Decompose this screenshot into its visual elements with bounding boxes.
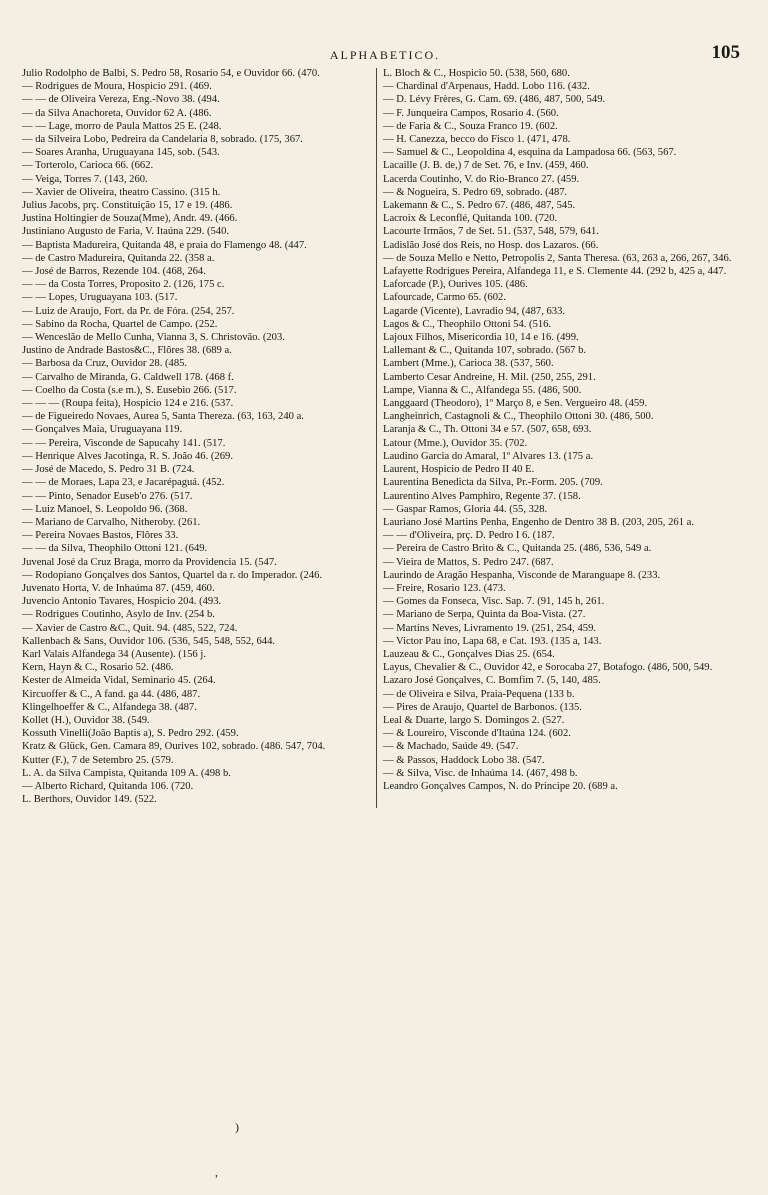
directory-entry: L. Berthors, Ouvidor 149. (522.	[22, 794, 157, 806]
directory-entry: — Rodrigues de Moura, Hospicio 291. (469.	[22, 81, 212, 93]
page-number: 105	[711, 42, 740, 63]
directory-entry: — de Oliveira e Silva, Praia-Pequena (133 b.	[383, 688, 575, 700]
directory-entry: Laranja & C., Th. Ottoni 34 e 57. (507, 658, 693.	[383, 424, 592, 436]
directory-entry: Lafayette Rodrigues Pereira, Alfandega 11, e S. Clemente 44. (292 b, 425 a, 447.	[383, 266, 727, 278]
directory-entry: — Pereira de Castro Brito & C., Quitanda 25. (486, 536, 549 a.	[383, 543, 652, 555]
directory-entry: Kossuth Vinelli(João Baptis a), S. Pedro 292. (459.	[22, 728, 239, 740]
directory-entry: — Carvalho de Miranda, G. Caldwell 178. (468 f.	[22, 371, 234, 383]
directory-entry: Lagarde (Vicente), Lavradio 94, (487, 633.	[383, 305, 566, 317]
directory-entry: — D. Lévy Frères, G. Cam. 69. (486, 487, 500, 549.	[383, 94, 606, 106]
directory-entry: — Luiz de Araujo, Fort. da Pr. de Fóra. (254, 257.	[22, 305, 235, 317]
directory-entry: — — — (Roupa feita), Hospicio 124 e 216. (537.	[22, 398, 234, 410]
directory-entry: — H. Canezza, becco do Fisco 1. (471, 478.	[383, 134, 571, 146]
directory-entry: — Victor Pau ino, Lapa 68, e Cat. 193. (135 a, 143.	[383, 635, 602, 647]
directory-entry: Lambert (Mme.), Carioca 38. (537, 560.	[383, 358, 554, 370]
column-divider	[376, 68, 377, 808]
directory-entry: — José de Barros, Rezende 104. (468, 264.	[22, 266, 206, 278]
page-mark: )	[235, 1120, 239, 1134]
directory-entry: Lagos & C., Theophilo Ottoni 54. (516.	[383, 318, 552, 330]
directory-entry: Juvencio Antonio Tavares, Hospicio 204. (493.	[22, 596, 222, 608]
directory-entry: — — d'Oliveira, prç. D. Pedro I 6. (187.	[383, 530, 555, 542]
directory-entry: Julio Rodolpho de Balbi, S. Pedro 58, Rosario 54, e Ouvidor 66. (470.	[22, 68, 320, 79]
directory-entry: — de Souza Mello e Netto, Petropolis 2, Santa Theresa. (63, 263 a, 266, 267, 346.	[383, 252, 732, 264]
directory-entry: — Mariano de Carvalho, Nitheroby. (261.	[22, 516, 201, 528]
directory-entry: — & Loureiro, Visconde d'Itaúna 124. (602.	[383, 728, 571, 740]
directory-entry: Justino de Andrade Bastos&C., Flôres 38. (689 a.	[22, 345, 232, 357]
directory-entry: — — Pinto, Senador Euseb'o 276. (517.	[22, 490, 193, 502]
directory-entry: — Chardinal d'Arpenaus, Hadd. Lobo 116. (432.	[383, 81, 590, 93]
directory-entry: — Coelho da Costa (s.e m.), S. Eusebio 266. (517.	[22, 384, 237, 396]
directory-entry: — da Silva Anachoreta, Ouvidor 62 A. (486.	[22, 107, 212, 119]
directory-entry: — & Machado, Saúde 49. (547.	[383, 741, 519, 753]
directory-entry: — de Figueiredo Novaes, Aurea 5, Santa Thereza. (63, 163, 240 a.	[22, 411, 304, 423]
directory-entry: — & Passos, Haddock Lobo 38. (547.	[383, 754, 545, 766]
directory-entry: Langgaard (Theodoro), 1º Março 8, e Sen. Vergueiro 48. (459.	[383, 398, 648, 410]
directory-entry: Lallemant & C., Quitanda 107, sobrado. (567 b.	[383, 345, 587, 357]
directory-entry: — — da Silva, Theophilo Ottoni 121. (649.	[22, 543, 208, 555]
directory-entry: — — de Oliveira Vereza, Eng.-Novo 38. (494.	[22, 94, 220, 106]
directory-entry: Laurent, Hospicio de Pedro II 40 E.	[383, 464, 535, 476]
directory-entry: Kern, Hayn & C., Rosario 52. (486.	[22, 662, 174, 674]
directory-entry: Lamberto Cesar Andreine, H. Mil. (250, 255, 291.	[383, 371, 596, 383]
directory-entry: — Barbosa da Cruz, Ouvidor 28. (485.	[22, 358, 188, 370]
directory-entry: — Samuel & C., Leopoldina 4, esquina da Lampadosa 66. (563, 567.	[383, 147, 677, 159]
directory-entry: Justina Holtingier de Souza(Mme), Andr. 49. (466.	[22, 213, 238, 225]
left-column	[22, 67, 377, 806]
directory-entry: Lafourcade, Carmo 65. (602.	[383, 292, 506, 304]
directory-entry: — Soares Aranha, Uruguayana 145, sob. (543.	[22, 147, 220, 159]
directory-entry: — F. Junqueira Campos, Rosario 4. (560.	[383, 107, 559, 119]
directory-entry: Latour (Mme.), Ouvidor 35. (702.	[383, 437, 528, 449]
directory-entry: — Sabino da Rocha, Quartel de Campo. (252.	[22, 318, 218, 330]
directory-entry: Lacourte Irmãos, 7 de Set. 51. (537, 548, 579, 641.	[383, 226, 599, 238]
directory-entry: L. Bloch & C., Hospicio 50. (538, 560, 680.	[383, 68, 570, 79]
directory-entry: — Rodrigues Coutinho, Asylo de Inv. (254 b.	[22, 609, 215, 621]
directory-entry: — Gonçalves Maia, Uruguayana 119.	[22, 424, 183, 436]
directory-entry: Klingelhoeffer & C., Alfandega 38. (487.	[22, 701, 197, 713]
directory-entry: — Freire, Rosario 123. (473.	[383, 582, 506, 594]
directory-entry: — — de Moraes, Lapa 23, e Jacarépaguá. (452.	[22, 477, 225, 489]
directory-entry: Justiniano Augusto de Faria, V. Itaúna 229. (540.	[22, 226, 230, 238]
directory-entry: — Vieira de Mattos, S. Pedro 247. (687.	[383, 556, 554, 568]
directory-entry: — Mariano de Serpa, Quinta da Boa-Vista. (27.	[383, 609, 586, 621]
directory-entry: Juvenato Horta, V. de Inhaúma 87. (459, 460.	[22, 582, 215, 594]
directory-entry: — Rodopiano Gonçalves dos Santos, Quartel da r. do Imperador. (246.	[22, 569, 323, 581]
directory-entry: — Xavier de Oliveira, theatro Cassino. (315 h.	[22, 186, 221, 198]
directory-entry: Lacerda Coutinho, V. do Rio-Branco 27. (459.	[383, 173, 580, 185]
directory-entry: — Gaspar Ramos, Gloria 44. (55, 328.	[383, 503, 548, 515]
directory-entry: — — Lage, morro de Paula Mattos 25 E. (248.	[22, 120, 222, 132]
directory-entry: Lampe, Vianna & C., Alfandega 55. (486, 500.	[383, 384, 582, 396]
directory-entry: — Wenceslão de Mello Cunha, Vianna 3, S. Christovão. (203.	[22, 332, 285, 344]
directory-entry: — Xavier de Castro &C., Quit. 94. (485, 522, 724.	[22, 622, 238, 634]
directory-entry: — de Faria & C., Souza Franco 19. (602.	[383, 120, 558, 132]
directory-entry: Laudino Garcia do Amaral, 1º Alvares 13. (175 a.	[383, 450, 594, 462]
directory-entry: — Luiz Manoel, S. Leopoldo 96. (368.	[22, 503, 188, 515]
directory-entry: Layus, Chevalier & C., Ouvidor 42, e Sorocaba 27, Botafogo. (486, 500, 549.	[383, 662, 713, 674]
directory-entry: Lakemann & C., S. Pedro 67. (486, 487, 545.	[383, 200, 576, 212]
directory-entry: — da Silveira Lobo, Pedreira da Candelaria 8, sobrado. (175, 367.	[22, 134, 303, 146]
directory-entry: — de Castro Madureira, Quitanda 22. (358 a.	[22, 252, 215, 264]
directory-entry: Juvenal José da Cruz Braga, morro da Providencia 15. (547.	[22, 556, 277, 568]
directory-entry: Kollet (H.), Ouvidor 38. (549.	[22, 714, 150, 726]
directory-entry: Lazaro José Gonçalves, C. Bomfim 7. (5, 140, 485.	[383, 675, 601, 687]
directory-entry: Leal & Duarte, largo S. Domingos 2. (527.	[383, 714, 565, 726]
directory-entry: — — da Costa Torres, Proposito 2. (126, 175 c.	[22, 279, 225, 291]
directory-entry: — Torterolo, Carioca 66. (662.	[22, 160, 154, 172]
directory-entry: — Henrique Alves Jacotinga, R. S. João 46. (269.	[22, 450, 233, 462]
directory-entry: — Baptista Madureira, Quitanda 48, e praia do Flamengo 48. (447.	[22, 239, 307, 251]
directory-entry: Kratz & Glück, Gen. Camara 89, Ourives 102, sobrado. (486. 547, 704.	[22, 741, 326, 753]
directory-entry: Julius Jacobs, prç. Constituição 15, 17 e 19. (486.	[22, 200, 233, 212]
directory-entry: — Martins Neves, Livramento 19. (251, 254, 459.	[383, 622, 597, 634]
directory-entry: Kutter (F.), 7 de Setembro 25. (579.	[22, 754, 174, 766]
right-column	[383, 67, 743, 793]
directory-entry: Lacaille (J. B. de,) 7 de Set. 76, e Inv. (459, 460.	[383, 160, 589, 172]
directory-entry: Laforcade (P.), Ourives 105. (486.	[383, 279, 528, 291]
directory-entry: — Alberto Richard, Quitanda 106. (720.	[22, 780, 194, 792]
directory-entry: — & Silva, Visc. de Inhaúma 14. (467, 498 b.	[383, 767, 578, 779]
page-mark: ,	[215, 1165, 218, 1179]
directory-entry: Karl Valais Alfandega 34 (Ausente). (156 j.	[22, 648, 206, 660]
directory-entry: — Pereira Novaes Bastos, Flôres 33.	[22, 530, 179, 542]
directory-entry: — — Pereira, Visconde de Sapucahy 141. (517.	[22, 437, 226, 449]
directory-entry: — Pires de Araujo, Quartel de Barbonos. (135.	[383, 701, 582, 713]
running-title: ALPHABETICO.	[329, 48, 441, 62]
directory-entry: Ladislão José dos Reis, no Hosp. dos Lazaros. (66.	[383, 239, 599, 251]
directory-entry: Lauzeau & C., Gonçalves Dias 25. (654.	[383, 648, 555, 660]
directory-entry: Kester de Almeida Vidal, Seminario 45. (264.	[22, 675, 216, 687]
directory-entry: Laurentina Benedicta da Silva, Pr.-Form. 205. (709.	[383, 477, 603, 489]
directory-entry: Leandro Gonçalves Campos, N. do Principe 20. (689 a.	[383, 780, 618, 792]
directory-entry: Laurentino Alves Pamphiro, Regente 37. (158.	[383, 490, 581, 502]
directory-entry: Kallenbach & Sans, Ouvidor 106. (536, 545, 548, 552, 644.	[22, 635, 276, 647]
directory-entry: Kircuoffer & C., A fand. ga 44. (486, 487.	[22, 688, 201, 700]
directory-entry: — Gomes da Fonseca, Visc. Sap. 7. (91, 145 h, 261.	[383, 596, 605, 608]
directory-entry: — — Lopes, Uruguayana 103. (517.	[22, 292, 178, 304]
directory-entry: L. A. da Silva Campista, Quitanda 109 A. (498 b.	[22, 767, 231, 779]
directory-entry: — Veiga, Torres 7. (143, 260.	[22, 173, 148, 185]
directory-entry: — & Nogueira, S. Pedro 69, sobrado. (487.	[383, 186, 568, 198]
directory-entry: Lacroix & Leconflé, Quitanda 100. (720.	[383, 213, 558, 225]
directory-entry: Lauriano José Martins Penha, Engenho de Dentro 38 B. (203, 205, 261 a.	[383, 516, 694, 528]
directory-entry: Laurindo de Aragão Hespanha, Visconde de Maranguape 8. (233.	[383, 569, 661, 581]
directory-entry: — José de Macedo, S. Pedro 31 B. (724.	[22, 464, 195, 476]
directory-entry: Langheinrich, Castagnoli & C., Theophilo Ottoni 30. (486, 500.	[383, 411, 654, 423]
directory-entry: Lajoux Filhos, Misericordia 10, 14 e 16. (499.	[383, 332, 579, 344]
page-header	[30, 44, 740, 66]
